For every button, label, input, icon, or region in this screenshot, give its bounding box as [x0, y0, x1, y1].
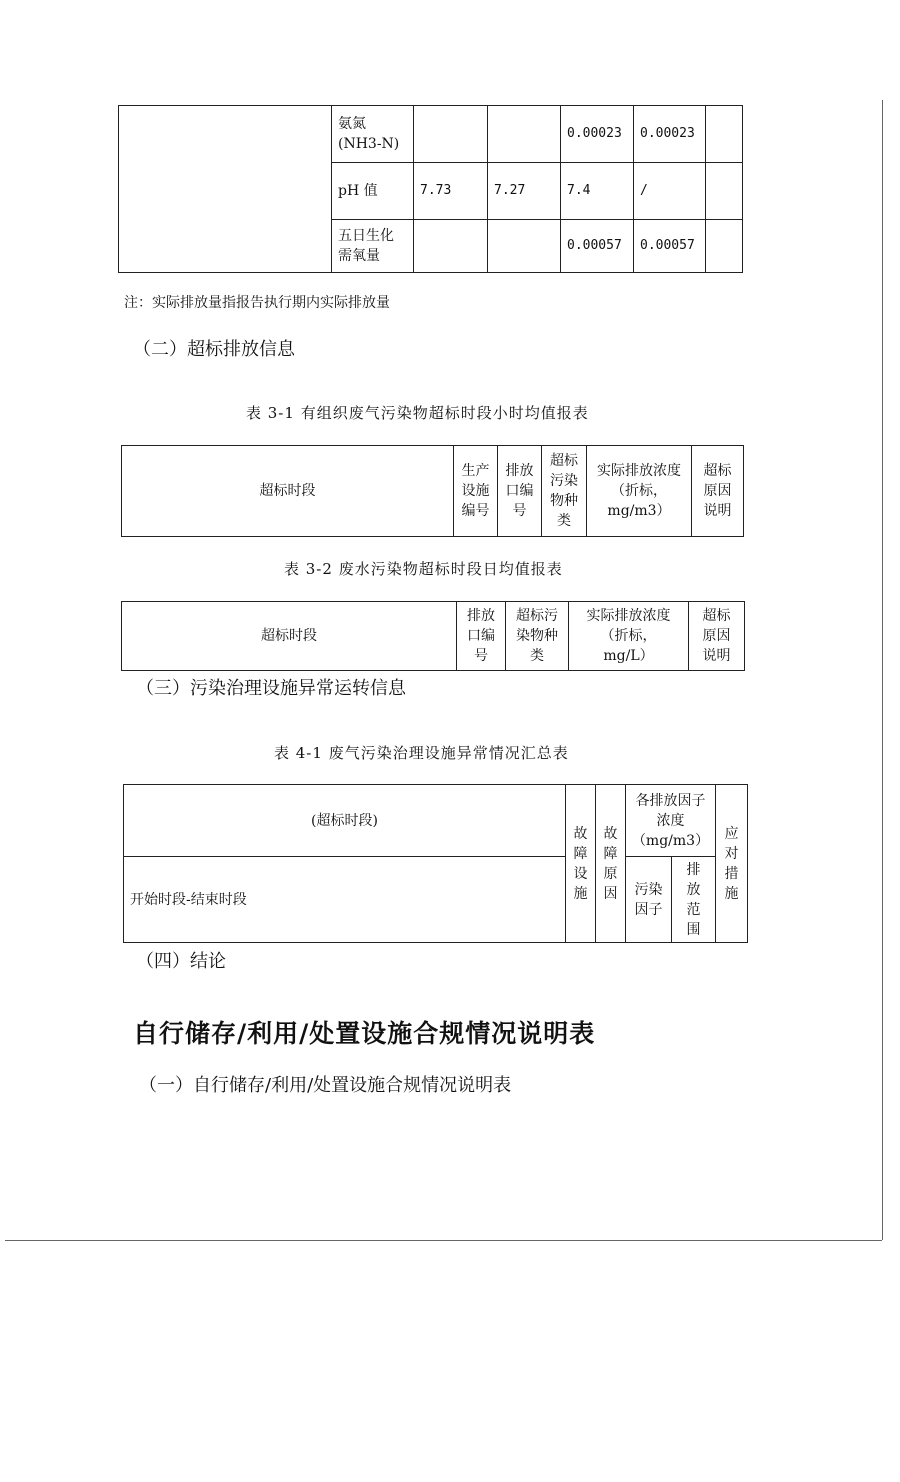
- section-heading-2: （二）超标排放信息: [133, 339, 295, 360]
- value-cell: 0.00023: [561, 106, 634, 163]
- header-reason: 超标 原因 说明: [692, 446, 744, 537]
- header-concentration: 实际排放浓度 （折标， mg/L）: [569, 602, 689, 671]
- table-caption-4-1: 表 4-1 废气污染治理设施异常情况汇总表: [274, 744, 569, 762]
- page-edge-right: [882, 100, 883, 1240]
- header-reason: 超标 原因 说明: [689, 602, 745, 671]
- section-heading-4: （四）结论: [136, 951, 226, 972]
- value-cell: [488, 106, 561, 163]
- page-edge-bottom: [5, 1240, 882, 1241]
- merged-empty-cell: [119, 106, 332, 273]
- header-period: 超标时段: [122, 602, 457, 671]
- table-row: [119, 106, 743, 163]
- table-wastewater-continuation: [118, 105, 743, 273]
- value-cell: /: [634, 163, 706, 220]
- value-cell: [706, 106, 743, 163]
- sub-heading: （一）自行储存/利用/处置设施合规情况说明表: [139, 1075, 512, 1096]
- table-caption-3-1: 表 3-1 有组织废气污染物超标时段小时均值报表: [246, 404, 589, 422]
- header-pollutant-type: 超标 污染 物种 类: [542, 446, 587, 537]
- header-fault-reason: 故 障 原 因: [596, 785, 626, 943]
- table-header-row: [122, 602, 745, 671]
- table-row: [124, 857, 748, 943]
- table-header-row: [124, 785, 748, 857]
- table-4-1: [123, 784, 748, 943]
- section-heading-3: （三）污染治理设施异常运转信息: [136, 678, 406, 699]
- pollutant-name: 五日生化 需氧量: [332, 220, 414, 273]
- value-cell: [706, 220, 743, 273]
- table-caption-3-2: 表 3-2 废水污染物超标时段日均值报表: [284, 560, 563, 578]
- value-cell: 0.00023: [634, 106, 706, 163]
- value-cell: 7.73: [414, 163, 488, 220]
- table-header-row: [122, 446, 744, 537]
- main-heading: 自行储存/利用/处置设施合规情况说明表: [133, 1019, 596, 1048]
- value-cell: [488, 220, 561, 273]
- value-cell: 0.00057: [561, 220, 634, 273]
- period-value: 开始时段-结束时段: [124, 857, 566, 943]
- value-cell: [706, 163, 743, 220]
- value-cell: 7.4: [561, 163, 634, 220]
- header-concentration: 实际排放浓度 （折标， mg/m3）: [587, 446, 692, 537]
- table-3-2: [121, 601, 745, 671]
- value-cell: 7.27: [488, 163, 561, 220]
- value-cell: [414, 106, 488, 163]
- value-cell: 0.00057: [634, 220, 706, 273]
- header-measures: 应 对 措 施: [716, 785, 748, 943]
- header-pollutant-type: 超标污 染物种 类: [506, 602, 569, 671]
- table-3-1: [121, 445, 744, 537]
- value-cell: [414, 220, 488, 273]
- table-note: 注：实际排放量指报告执行期内实际排放量: [124, 295, 390, 311]
- pollutant-name: 氨氮 (NH3-N): [332, 106, 414, 163]
- header-emission-range: 排 放 范 围: [672, 857, 716, 943]
- header-outlet-no: 排放 口编 号: [457, 602, 506, 671]
- pollutant-name: pH 值: [332, 163, 414, 220]
- header-concentration: 各排放因子 浓度 （mg/m3）: [626, 785, 716, 857]
- header-period: (超标时段): [124, 785, 566, 857]
- header-pollutant-factor: 污染 因子: [626, 857, 672, 943]
- header-facility-no: 生产 设施 编号: [454, 446, 498, 537]
- header-outlet-no: 排放 口编 号: [498, 446, 542, 537]
- header-fault-facility: 故 障 设 施: [566, 785, 596, 943]
- header-period: 超标时段: [122, 446, 454, 537]
